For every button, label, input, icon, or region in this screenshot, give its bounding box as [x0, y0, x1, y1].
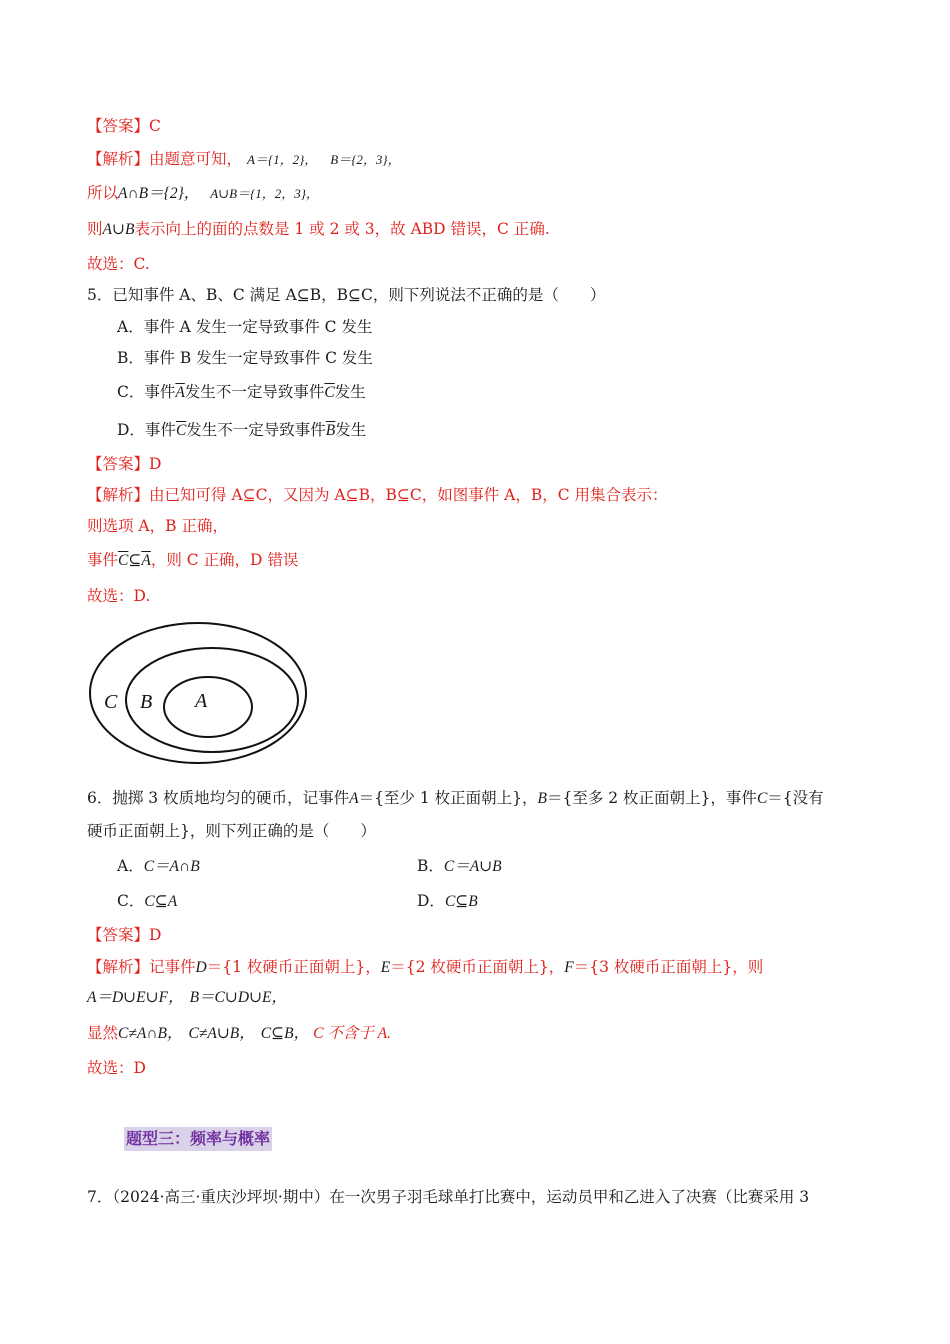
math-union-inline: A∪B — [102, 221, 135, 238]
math-intersection: A∩B＝{2}， — [118, 185, 200, 202]
q6-analysis-line2: A＝D∪E∪F， B＝C∪D∪E， — [87, 989, 288, 1006]
math-set-b: B＝{2，3}， — [330, 152, 401, 167]
q6-analysis-line1: 【解析】记事件D＝{1 枚硬币正面朝上}，E＝{2 枚硬币正面朝上}，F＝{3 枚硬币正面朝上}，则 — [87, 958, 764, 976]
q5-option-a: A．事件 A 发生一定导致事件 C 发生 — [117, 318, 373, 336]
venn-diagram — [88, 620, 310, 766]
section-title: 题型三：频率与概率 — [124, 1127, 272, 1151]
q6-analysis-line3: 显然C≠A∩B， C≠A∪B， C⊆B， C 不含于 A. — [87, 1024, 392, 1042]
math-union: A∪B＝{1，2，3}， — [210, 186, 319, 201]
venn-label-b: B — [140, 691, 153, 713]
q5-answer: 【答案】D — [87, 455, 162, 473]
q6-stem-line2: 硬币正面朝上}，则下列正确的是（ ） — [87, 822, 376, 840]
math-set-a: A＝{1，2}， — [246, 152, 318, 167]
q5-stem: 5．已知事件 A、B、C 满足 A⊆B，B⊆C，则下列说法不正确的是（ ） — [87, 286, 606, 304]
q6-option-c: C．C⊆A — [117, 892, 178, 910]
q5-option-c: C．事件$\overline{A}$发生不一定导致事件$\overline{C}$发生 — [117, 383, 366, 401]
q6-option-d: D．C⊆B — [417, 892, 478, 910]
q5-analysis-line2: 则选项 A，B 正确， — [87, 517, 228, 535]
q4-analysis-line2: 所以A∩B＝{2}， A∪B＝{1，2，3}， — [87, 184, 319, 202]
q5-conclusion: 故选：D. — [87, 587, 151, 605]
venn-label-c: C — [104, 691, 118, 713]
q5-option-b: B．事件 B 发生一定导致事件 C 发生 — [117, 349, 373, 367]
q6-stem-line1: 6．抛掷 3 枚质地均匀的硬币，记事件A＝{至少 1 枚正面朝上}，B＝{至多 2 枚正面朝上}，事件C＝{没有 — [87, 789, 824, 807]
q4-answer: 【答案】C — [87, 117, 161, 135]
analysis-tag: 【解析】 — [87, 150, 150, 168]
q5-analysis-line3: 事件$\overline{C}⊆\overline{A}$，则 C 正确，D 错误 — [87, 551, 299, 569]
q4-analysis-line1: 【解析】由题意可知， A＝{1，2}， B＝{2，3}， — [87, 150, 401, 168]
q4-conclusion: 故选：C. — [87, 255, 150, 273]
venn-ellipse-a — [164, 677, 252, 737]
q6-answer: 【答案】D — [87, 926, 162, 944]
q5-option-d: D．事件$\overline{C}$发生不一定导致事件$\overline{B}$发生 — [117, 421, 367, 439]
q6-conclusion: 故选：D — [87, 1059, 146, 1077]
q4-analysis-line3: 则A∪B表示向上的面的点数是 1 或 2 或 3，故 ABD 错误，C 正确. — [87, 220, 550, 238]
q6-option-b: B．C＝A∪B — [417, 857, 502, 875]
venn-label-a: A — [195, 690, 208, 712]
q6-option-a: A．C＝A∩B — [117, 857, 200, 875]
q7-stem: 7．（2024·高三·重庆沙坪坝·期中）在一次男子羽毛球单打比赛中，运动员甲和乙进入了决赛（比赛采用 3 — [87, 1188, 810, 1206]
q5-analysis-line1: 【解析】由已知可得 A⊆C，又因为 A⊆B，B⊆C，如图事件 A，B，C 用集合表示： — [87, 486, 668, 504]
